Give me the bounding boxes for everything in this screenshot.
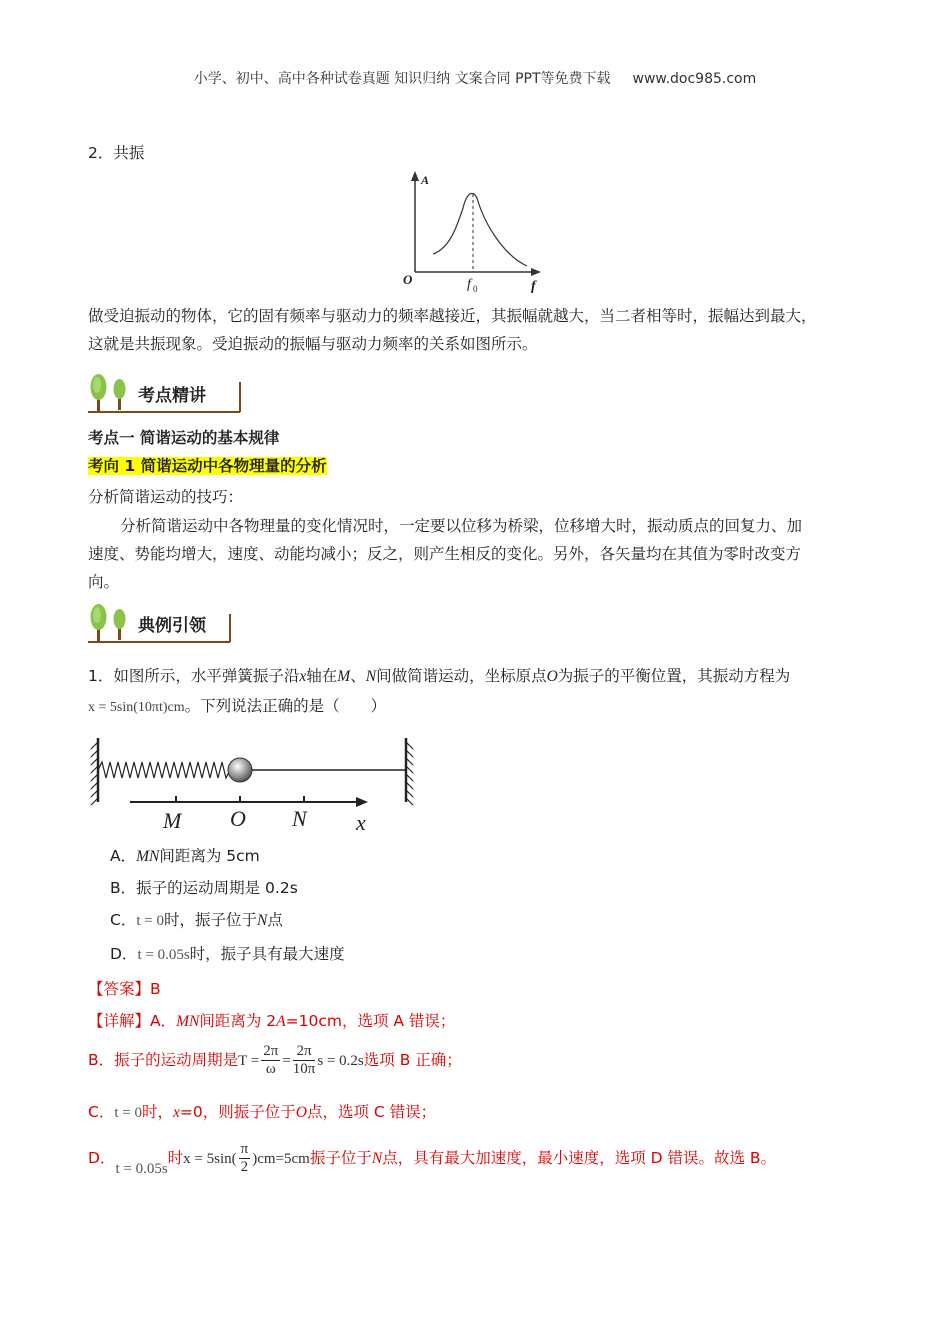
option-text: 时，振子具有最大速度 [189, 945, 345, 963]
fraction-2pi-omega [261, 1043, 280, 1078]
frac-num: 2π [293, 1043, 316, 1061]
fraction-pi-2 [239, 1141, 251, 1176]
q-text: 1．如图所示，水平弹簧振子沿 [88, 667, 300, 685]
q-var-n: N [365, 668, 377, 685]
detail-text: D． [88, 1149, 116, 1167]
frac-den: 10π [292, 1061, 316, 1077]
detail-var: A [276, 1013, 286, 1030]
frac-num: 2π [263, 1043, 279, 1059]
detail-b [88, 1040, 462, 1081]
label-x: x [356, 810, 366, 835]
graph-peak-sub: 0 [473, 284, 478, 294]
skill-line3: 向。 [88, 573, 120, 591]
q-text: 、 [350, 667, 366, 685]
graph-x-label: f [531, 279, 536, 294]
option-text: 时，振子位于 [163, 911, 257, 929]
label-m: M [163, 808, 182, 833]
resonance-paragraph [88, 302, 888, 358]
q-var-m: M [337, 668, 351, 685]
skill-label: 分析简谐运动的技巧： [88, 488, 244, 506]
option-prefix: C． [110, 911, 137, 929]
banner-dianli-yinling [88, 600, 248, 644]
detail-text: =10cm，选项 A 错误； [285, 1012, 456, 1030]
option-d[interactable] [110, 940, 345, 969]
detail-text: 振子位于 [309, 1149, 372, 1167]
q-text: 为振子的平衡位置，其振动方程为 [557, 667, 791, 685]
option-prefix: A． [110, 847, 137, 865]
x-axis-arrow [356, 797, 368, 807]
label-o: O [230, 806, 246, 831]
frac-den: 2 [240, 1159, 249, 1175]
q-text: 轴在 [306, 667, 338, 685]
detail-text: 时 [167, 1149, 184, 1167]
detail-var: O [295, 1104, 307, 1121]
q-var-o: O [546, 668, 558, 685]
detail-text: C． [88, 1103, 115, 1121]
header-url[interactable]: www.doc985.com [632, 71, 757, 87]
detail-math: )cm=5cm [252, 1151, 310, 1167]
page-header [0, 68, 950, 88]
detail-math: x = 5sin( [183, 1151, 237, 1167]
option-c[interactable] [110, 906, 283, 935]
q-text: 间做简谐运动，坐标原点 [376, 667, 547, 685]
detail-text: A． [150, 1012, 177, 1030]
detail-text: =0，则振子位于 [179, 1103, 296, 1121]
detail-math: = [282, 1053, 291, 1069]
kaodian-highlight: 考向 1 简谐运动中各物理量的分析 [88, 457, 327, 475]
graph-peak-label: f [467, 277, 471, 292]
option-a[interactable] [110, 842, 260, 871]
spring-oscillator-figure [88, 736, 418, 836]
spring [98, 762, 230, 778]
detail-label: 【详解】 [88, 1012, 151, 1030]
detail-math: t = 0.05s [115, 1161, 168, 1177]
answer-label: 【答案】B [88, 980, 161, 998]
frac-num: π [240, 1141, 249, 1157]
option-prefix: D． [110, 945, 138, 963]
question-line1 [88, 662, 888, 691]
detail-math: s = 0.2s [317, 1053, 364, 1069]
graph-origin: O [403, 272, 413, 287]
detail-d [88, 1138, 776, 1179]
kaodian-title: 考点一 简谐运动的基本规律 [88, 429, 280, 447]
detail-var: N [371, 1150, 383, 1167]
label-n: N [292, 806, 307, 831]
detail-text: 时， [141, 1103, 173, 1121]
option-b[interactable]: B．振子的运动周期是 0.2s [110, 879, 298, 897]
detail-text: 点，具有最大加速度，最小速度，选项 D 错误。故选 B。 [382, 1149, 777, 1167]
skill-line2: 速度、势能均增大，速度、动能均减小；反之，则产生相反的变化。另外，各矢量均在其值为零时改变方 [88, 545, 802, 563]
option-text: 点 [267, 911, 283, 929]
option-math: t = 0 [136, 913, 164, 929]
option-math: t = 0.05s [137, 947, 190, 963]
q-var-x: x [299, 668, 307, 685]
graph-y-arrow [411, 171, 419, 181]
frac-den: ω [265, 1061, 276, 1077]
detail-var: MN [176, 1013, 200, 1030]
resonance-graph [395, 168, 545, 298]
banner-title: 考点精讲 [138, 386, 206, 406]
resonance-para-line2: 这就是共振现象。受迫振动的振幅与驱动力频率的关系如图所示。 [88, 335, 538, 353]
detail-a [88, 1007, 455, 1036]
resonance-heading: 2．共振 [88, 144, 145, 162]
resonance-curve [433, 193, 527, 266]
graph-y-label: A [421, 173, 430, 187]
detail-text: B．振子的运动周期是 [88, 1051, 239, 1069]
skill-line1: 分析简谐运动中各物理量的变化情况时，一定要以位移为桥梁，位移增大时，振动质点的回复力、加 [120, 517, 803, 535]
option-var: N [256, 912, 268, 929]
header-text: 小学、初中、高中各种试卷真题 知识归纳 文案合同 PPT等免费下载 [193, 71, 611, 87]
detail-text: 点，选项 C 错误； [306, 1103, 437, 1121]
banner-title: 典例引领 [138, 616, 206, 636]
banner-kaodian-jingjiang [88, 370, 248, 414]
detail-text: 选项 B 正确； [363, 1051, 462, 1069]
detail-c [88, 1098, 436, 1127]
vibration-equation: x = 5sin(10πt)cm [88, 700, 185, 715]
option-var: MN [136, 848, 160, 865]
graph-x-arrow [531, 268, 541, 276]
fraction-2pi-10pi [293, 1043, 316, 1078]
skill-paragraph [88, 512, 878, 596]
detail-text: 间距离为 2 [199, 1012, 277, 1030]
q-text: 。下列说法正确的是（ ） [184, 697, 387, 715]
option-text: 间距离为 5cm [159, 847, 260, 865]
detail-math: t = 0 [114, 1105, 142, 1121]
detail-var: x [172, 1104, 180, 1121]
kaodian-highlight-wrap [88, 452, 327, 480]
question-line2 [88, 692, 386, 722]
oscillator-ball [228, 758, 252, 782]
detail-math: T = [238, 1053, 260, 1069]
resonance-para-line1: 做受迫振动的物体，它的固有频率与驱动力的频率越接近，其振幅就越大，当二者相等时，振幅达到最大， [88, 307, 817, 325]
